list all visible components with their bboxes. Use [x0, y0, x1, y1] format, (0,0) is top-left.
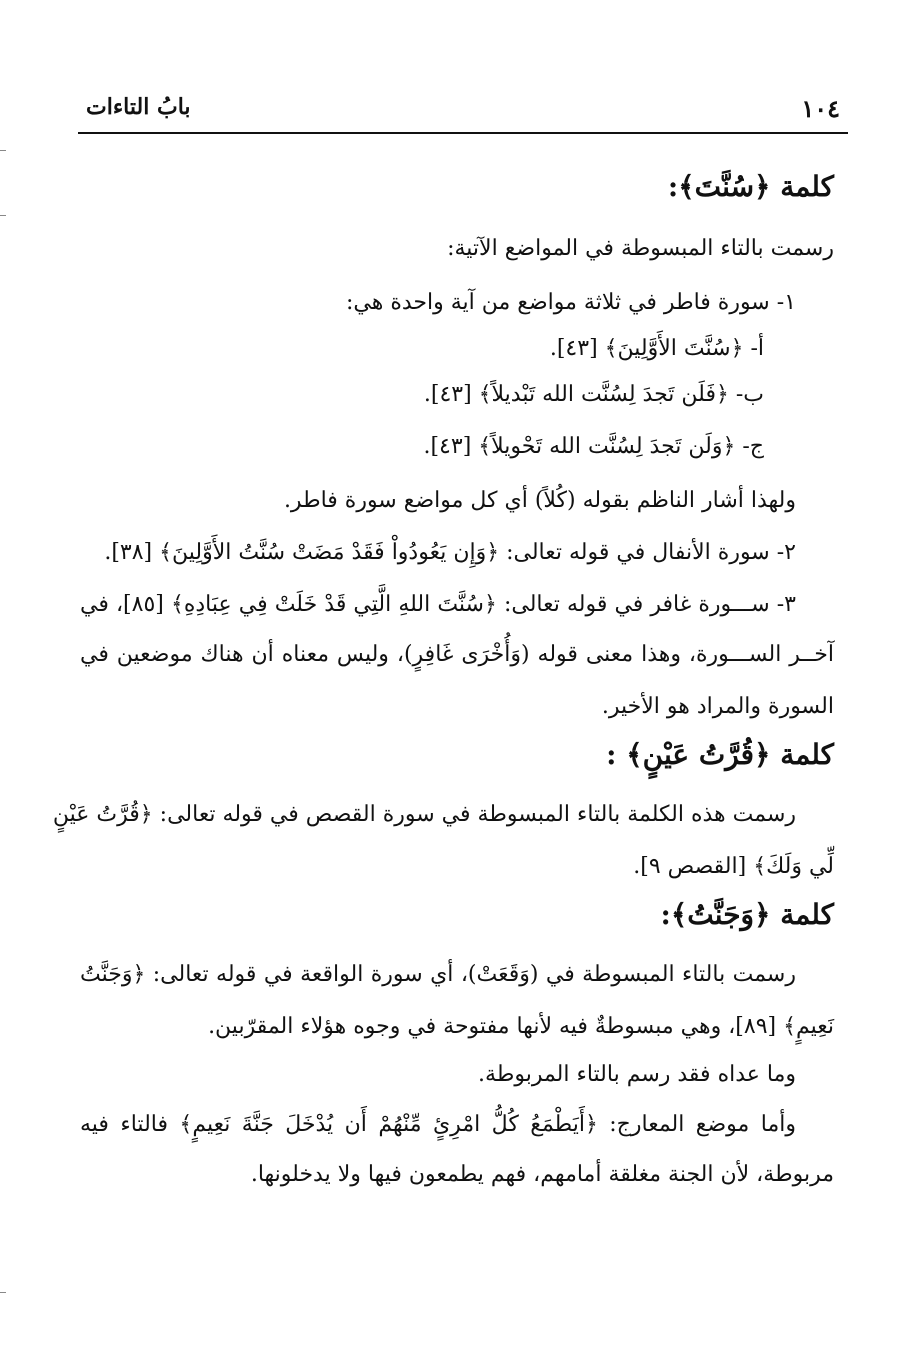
chapter-title: بابُ التاءات — [86, 94, 191, 120]
list-item-3-line-3: السورة والمراد هو الأخير. — [601, 694, 834, 719]
scan-mark — [0, 150, 6, 151]
list-item-3-line-1: ٣- ســـورة غافر في قوله تعالى: ﴿سُنَّتَ اللهِ الَّتِي قَدْ خَلَتْ فِي عِبَادِهِ﴾ [٨٥]، في — [80, 592, 796, 617]
sub-item-b: ب- ﴿فَلَن تَجدَ لِسُنَّت الله تَبْديلاً﴾ [٤٣]. — [423, 382, 764, 407]
section3-line-1: رسمت بالتاء المبسوطة في (وَقَعَتْ)، أي سورة الواقعة في قوله تعالى: ﴿وَجَنَّتُ — [80, 962, 796, 987]
scan-mark — [0, 1292, 6, 1293]
section-heading-jannat: كلمة ﴿وَجَنَّتُ﴾: — [660, 898, 834, 931]
page-number: ١٠٤ — [801, 94, 840, 123]
scan-mark — [0, 215, 6, 216]
section3-line-2: نَعِيمٍ﴾ [٨٩]، وهي مبسوطةٌ فيه لأنها مفتوحة في وجوه هؤلاء المقرّبين. — [208, 1014, 834, 1039]
section-heading-qurrat: كلمة ﴿قُرَّتُ عَيْنٍ﴾ : — [606, 738, 834, 771]
paragraph-note: ولهذا أشار الناظم بقوله (كُلاً) أي كل مواضع سورة فاطر. — [283, 488, 796, 513]
section3-line-5: مربوطة، لأن الجنة مغلقة أمامهم، فهم يطمعون فيها ولا يدخلونها. — [250, 1162, 834, 1187]
sub-item-a: أ- ﴿سُنَّتَ الأَوَّلِينَ﴾ [٤٣]. — [549, 336, 764, 361]
section2-line-2: لِّي وَلَكَ﴾ [القصص ٩]. — [633, 854, 834, 879]
list-item-1: ١- سورة فاطر في ثلاثة مواضع من آية واحدة هي: — [345, 290, 796, 315]
page-header — [78, 92, 848, 134]
section3-line-3: وما عداه فقد رسم بالتاء المربوطة. — [478, 1062, 796, 1087]
list-item-3-line-2: آخــر الســـورة، وهذا معنى قوله (وَأُخْرَى غَافِرٍ)، وليس معناه أن هناك موضعين في — [80, 642, 834, 667]
sub-item-c: ج- ﴿وَلَن تَجدَ لِسُنَّت الله تَحْويلاً﴾ [٤٣]. — [423, 434, 764, 459]
section3-line-4: وأما موضع المعارج: ﴿أَيَطْمَعُ كُلُّ امْرِئٍ مِّنْهُمْ أَن يُدْخَلَ جَنَّةَ نَعِيمٍ﴾ فالتاء فيه — [80, 1112, 796, 1137]
section-heading-sunnat: كلمة ﴿سُنَّتَ﴾: — [667, 170, 834, 203]
section2-line-1: رسمت هذه الكلمة بالتاء المبسوطة في سورة القصص في قوله تعالى: ﴿قُرَّتُ عَيْنٍ — [52, 802, 796, 827]
paragraph-intro: رسمت بالتاء المبسوطة في المواضع الآتية: — [447, 236, 834, 261]
list-item-2: ٢- سورة الأنفال في قوله تعالى: ﴿وَإِن يَعُودُواْ فَقَدْ مَضَتْ سُنَّتُ الأَوَّلِينَ﴾ [٣٨]. — [104, 540, 796, 565]
